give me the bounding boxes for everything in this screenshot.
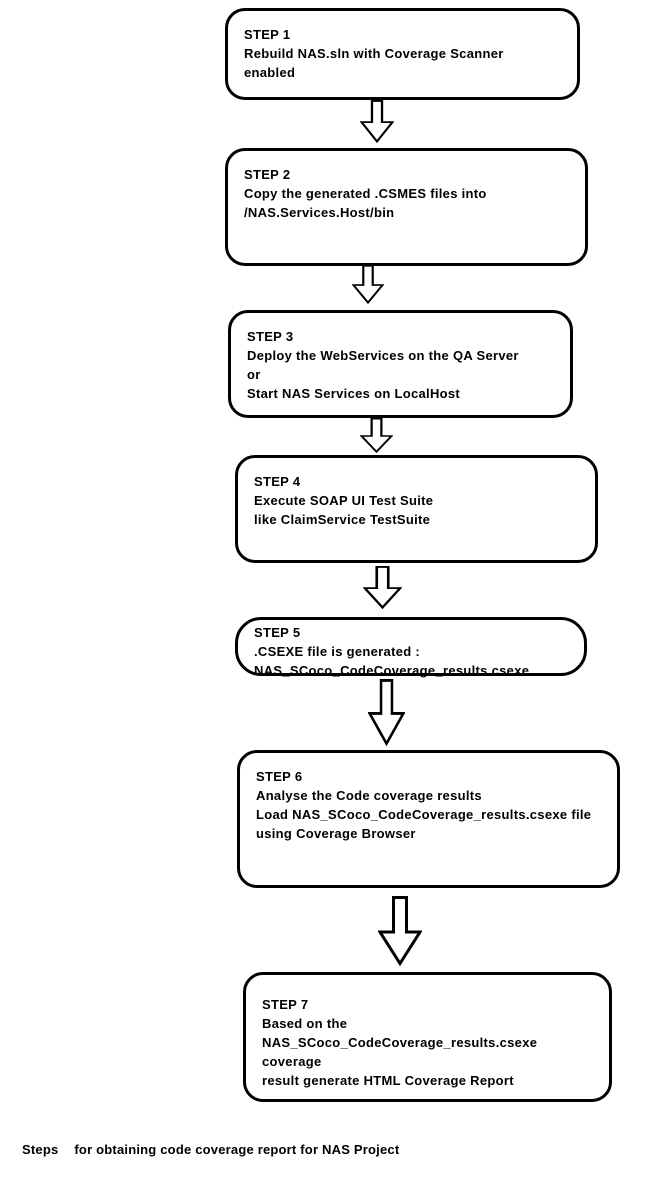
step-1-box [225,8,580,100]
step-2-text: Copy the generated .CSMES files into /NAS.Services.Host/bin [244,186,487,220]
caption-prefix: Steps [22,1142,59,1157]
down-arrow-icon [360,418,393,453]
down-arrow-icon [352,265,384,304]
step-4-box [235,455,598,563]
step-5-text: .CSEXE file is generated : NAS_SCoco_CodeCoverage_results.csexe [254,644,530,678]
step-6-text: Analyse the Code coverage results Load NAS_SCoco_CodeCoverage_results.csexe file using Coverage Browser [256,788,592,841]
step-6-label: STEP 6 [256,769,303,784]
caption-text: for obtaining code coverage report for NAS Project [74,1142,400,1157]
step-5-label: STEP 5 [254,625,301,640]
down-arrow-icon [360,100,394,143]
step-5-box [235,617,587,676]
step-1-text: Rebuild NAS.sln with Coverage Scanner enabled [244,46,504,80]
step-7-label: STEP 7 [262,997,309,1012]
diagram-caption [22,1142,399,1157]
step-3-text: Deploy the WebServices on the QA Server or Start NAS Services on LocalHost [247,348,519,401]
step-4-label: STEP 4 [254,474,301,489]
step-1-label: STEP 1 [244,27,291,42]
step-3-box [228,310,573,418]
down-arrow-icon [378,896,422,966]
step-2-box [225,148,588,266]
step-2-label: STEP 2 [244,167,291,182]
step-6-box [237,750,620,888]
step-7-box [243,972,612,1102]
down-arrow-icon [368,679,405,746]
step-3-label: STEP 3 [247,329,294,344]
step-7-text: Based on the NAS_SCoco_CodeCoverage_results.csexe coverage result generate HTML Coverage Report [262,1016,538,1088]
down-arrow-icon [363,566,402,609]
step-4-text: Execute SOAP UI Test Suite like ClaimService TestSuite [254,493,434,527]
